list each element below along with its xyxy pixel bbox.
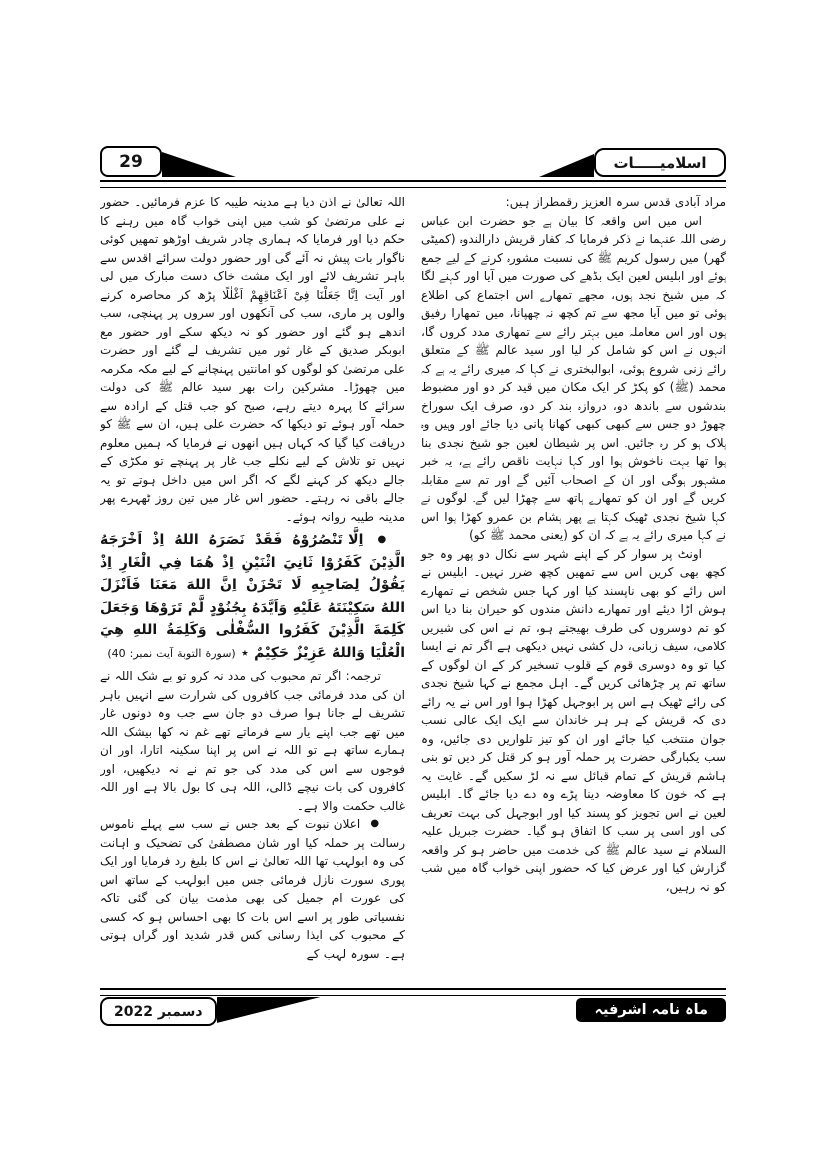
column-left <box>100 193 405 985</box>
issue-date: دسمبر 2022 <box>100 997 217 1026</box>
footer-left-wedge-shape <box>217 997 321 1023</box>
abu-lahab-text: اعلان نبوت کے بعد جس نے سب سے پہلے ناموس رسالت پر حملہ کیا اور شان مصطفیٰ کی تضحیک و اہانت کی وہ ابولہب تھا اللہ تعالیٰ نے اس کا بلیغ رد فرمایا اور ایک پوری سورت نازل فرمائی جس میں ابولہب کے ساتھ اس کی عورت ام جمیل کی بھی مذمت بیان کی گئی تاکہ نفسیاتی طور پر اسے اس بات کا بھی احساس ہو کہ کسی کے محبوب کی ایذا رسانی کس قدر شدید اور گراں ہوتی ہے۔ سورہ لہب کے <box>100 817 405 961</box>
column-right <box>421 193 726 985</box>
attribution-line: مراد آبادی قدس سرہ العزیز رقمطراز ہیں: <box>505 195 726 209</box>
magazine-name: ماہ نامہ اشرفیہ <box>576 998 726 1022</box>
header-left-group <box>100 146 236 177</box>
section-title: اسلامیـــــات <box>594 148 726 177</box>
header-left-wedge-shape <box>162 152 236 177</box>
verse-arabic-text: اِلَّا تَنْصُرُوْهُ فَقَدْ نَصَرَهُ اللهُ اِذْ اَخْرَجَهُ الَّذِيْنَ كَفَرُوْا ثَانِيَ اثْنَيْنِ اِذْ هُمَا فِي الْغَارِ اِذْ يَقُوْلُ لِصَاحِبِهِ لَا تَحْزَنْ اِنَّ اللهَ مَعَنَا فَاَنْزَلَ اللهُ سَكِيْنَتَهُ عَلَيْهِ وَاَيَّدَهُ بِجُنُوْدٍ لَّمْ تَرَوْهَا وَجَعَلَ كَلِمَةَ الَّذِيْنَ كَفَرُوا السُّفْلٰى وَكَلِمَةُ اللهِ هِيَ الْعُلْيَا وَاللهُ عَزِيْزٌ حَكِيْمٌ ٭ <box>100 532 405 661</box>
paragraph-hijrah-continuation: اللہ تعالیٰ نے اذن دیا ہے مدینہ طیبہ کا عزم فرمائیں۔ حضور نے علی مرتضیٰ کو شب میں اپنی خواب گاہ میں رہنے کا حکم دیا اور فرمایا کہ ہماری چادر شریف اوڑھو تمھیں کوئی ناگوار بات پیش نہ آئے گی اور حضور دولت سرائے اقدس سے باہر تشریف لائے اور ایک مشت خاک دست مبارک میں لی اور آیت اِنَّا جَعَلْنَا فِیْ اَعْنَاقِهِمْ اَغْلٰلًا پڑھ کر محاصرہ کرنے والوں پر ماری، سب کی آنکھوں اور سروں پر پہنچی، سب اندھے ہو گئے اور حضور کو نہ دیکھ سکے اور حضور مع ابوبکر صدیق کے غار ثور میں تشریف لے گئے اور حضرت علی مرتضیٰ کو لوگوں کو امانتیں پہنچانے کے لیے مکہ مکرمہ میں چھوڑا۔ مشرکین رات بھر سید عالم ﷺ کی دولت سرائے کا پہرہ دیتے رہے، صبح کو جب قتل کے ارادہ سے حملہ آور ہوئے تو دیکھا کہ حضرت علی ہیں، ان سے ﷺ کو دریافت کیا گیا کہ کہاں ہیں انھوں نے فرمایا کہ ہمیں معلوم نہیں تو تلاش کے لیے نکلے جب غار پر پہنچے تو مکڑی کے جالے دیکھ کر کہنے لگے کہ اگر اس میں داخل ہوتے تو یہ جالے باقی نہ رہتے۔ حضور اس غار میں تین روز ٹھہرے پھر مدینہ طیبہ روانہ ہوئے۔ <box>100 195 405 524</box>
header-double-rule <box>100 180 726 188</box>
verse-reference: (سورة التوبة آیت نمبر: 40) <box>107 646 236 660</box>
page-footer <box>100 997 726 1027</box>
footer-double-rule <box>100 988 726 996</box>
article-body <box>100 193 726 985</box>
paragraph-darul-nadwa-council: اونٹ پر سوار کر کے اپنے شہر سے نکال دو پھر وہ جو کچھ بھی کریں اس سے تمھیں کچھ ضرر نہیں۔ ابلیس نے اس رائے کو بھی ناپسند کیا اور کہا جس شخص نے تمھارے ہوش اڑا دیئے اور تمھارے دانش مندوں کو حیران بنا دیا اس کو تم دوسروں کی طرف بھیجتے ہو، تم نے اس کی شیریں کلامی، سیف زبانی، دل کشی نہیں دیکھی ہے اگر تم نے ایسا کیا تو وہ دوسری قوم کے قلوب تسخیر کر کے ان لوگوں کے ساتھ تم پر چڑھائی کریں گے۔ اہل مجمع نے کہا شیخ نجدی کی رائے ٹھیک ہے اس پر ابوجہل کھڑا ہوا اور اس نے یہ رائے دی کہ قریش کے ہر ہر خاندان سے ایک ایک عالی نسب جوان منتخب کیا جائے اور ان کو تیز تلواریں دی جائیں، وہ سب یکبارگی حضرت پر حملہ آور ہو کر قتل کر دیں تو بنی ہاشم قریش کے تمام قبائل سے نہ لڑ سکیں گے۔ غایت یہ ہے کہ خون کا معاوضہ دینا پڑے وہ دے دیا جائے گا۔ ابلیس لعین نے اس تجویز کو پسند کیا اور ابوجہل کی بہت تعریف کی اور اسی پر سب کا اتفاق ہو گیا۔ حضرت جبریل علیہ السلام نے سید عالم ﷺ کی خدمت میں حاضر ہو کر واقعہ گزارش کیا اور عرض کیا کہ حضور اپنی خواب گاہ میں شب کو نہ رہیں، <box>421 546 726 894</box>
page-number: 29 <box>100 146 162 177</box>
paragraph-translation: ترجمہ: اگر تم محبوب کی مدد نہ کرو تو بے شک اللہ نے ان کی مدد فرمائی جب کافروں کی شرارت سے انہیں باہر تشریف لے جانا ہوا صرف دو جان سے جب وہ دونوں غار میں تھے جب اپنے یار سے فرماتے تھے غم نہ کھا بیشک اللہ ہمارے ساتھ ہے تو اللہ نے اس پر اپنا سکینہ اتارا، اور ان فوجوں سے اس کی مدد کی جو تم نے نہ دیکھیں، اور کافروں کی بات نیچے ڈالی، اللہ ہی کا بول بالا ہے اور اللہ غالب حکمت والا ہے۔ <box>100 669 405 813</box>
bullet-icon: ● <box>377 534 392 545</box>
page-header <box>100 143 726 177</box>
bullet-icon: ● <box>370 818 381 829</box>
header-right-wedge-shape <box>539 154 594 177</box>
footer-left-group <box>100 997 321 1026</box>
header-right-group <box>539 148 726 177</box>
quran-verse-block <box>100 529 405 665</box>
paragraph-ibn-abbas-narration: اس میں اس واقعہ کا بیان ہے جو حضرت ابن عباس رضی اللہ عنہما نے ذکر فرمایا کہ کفار قریش دارالندوہ (کمیٹی گھر) میں رسول کریم ﷺ کی نسبت مشورہ کرنے کے لیے جمع ہوئے اور ابلیس لعین ایک بڈھے کی صورت میں آیا اور کہنے لگا کہ میں شیخ نجد ہوں، مجھے تمھارے اس اجتماع کی اطلاع ہوئی تو میں آیا مجھ سے تم کچھ نہ چھپانا، میں تمھارا رفیق ہوں اور اس معاملہ میں بہتر رائے سے تمھاری مدد کروں گا، انہوں نے اس کو شامل کر لیا اور سید عالم ﷺ کے متعلق رائے زنی شروع ہوئی، ابوالبختری نے کہا کہ میری رائے یہ ہے کہ محمد (ﷺ) کو پکڑ کر ایک مکان میں قید کر دو اور مضبوط بندشوں سے باندھ دو، دروازہ بند کر دو، صرف ایک سوراخ چھوڑ دو جس سے کبھی کبھی کھانا پانی دیا جائے اور وہیں وہ ہلاک ہو کر رہ جائیں۔ اس پر شیطان لعین جو شیخ نجدی بنا ہوا تھا بہت ناخوش ہوا اور کہا نہایت ناقص رائے ہے، یہ خبر مشہور ہوگی اور ان کے اصحاب آئیں گے اور تم سے مقابلہ کریں گے اور ان کو تمھارے ہاتھ سے چھڑا لیں گے۔ لوگوں نے کہا شیخ نجدی ٹھیک کہتا ہے پھر ہشام بن عمرو کھڑا ہوا اس نے کہا میری رائے یہ ہے کہ ان کو (یعنی محمد ﷺ کو) <box>421 213 726 542</box>
paragraph-abu-lahab <box>100 815 405 963</box>
